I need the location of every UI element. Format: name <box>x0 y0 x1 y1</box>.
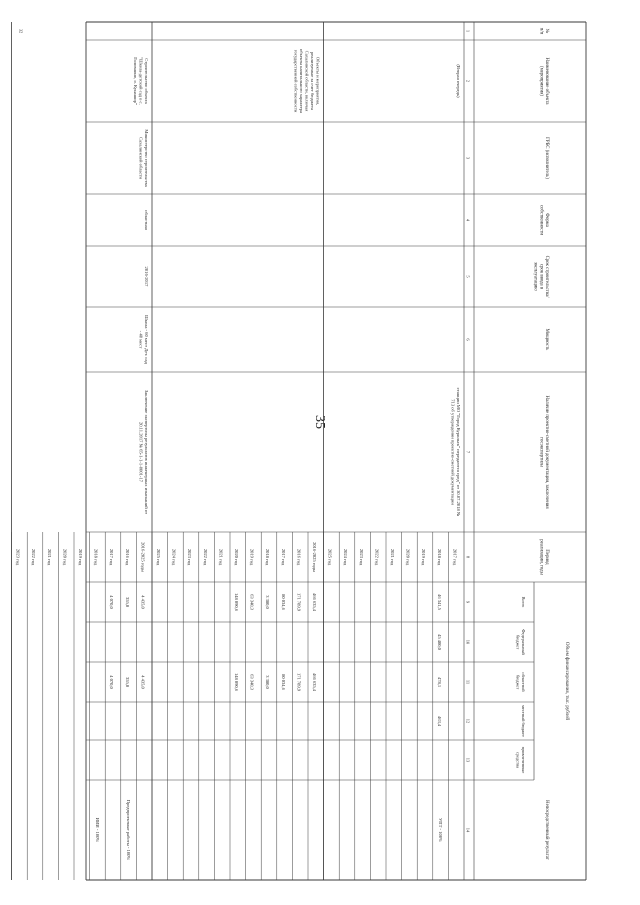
docs-text: 20.11.2017 № 65-1-1-1-0001-17 <box>138 421 144 483</box>
period-year: 2022 год <box>31 548 37 566</box>
object-name: Строительство объекта <box>144 58 149 104</box>
result-text: ИИИ - 100% <box>94 817 100 843</box>
value-total: 46 341,5 <box>436 594 442 610</box>
column-number: 11 <box>465 679 471 685</box>
value-local: 463,4 <box>436 715 442 727</box>
period-year: 2018 год <box>265 548 271 566</box>
page-number: 35 <box>312 415 327 429</box>
value-total: 4 435,0 <box>140 595 146 609</box>
period-year: 2019 год <box>421 548 427 566</box>
result-text: УПТ - 100% <box>438 818 444 842</box>
value-total: 171 789,9 <box>296 593 302 611</box>
object-name: реализуемые за счет бюджета <box>310 52 316 110</box>
column-header: ГРБС (исполнитель) <box>544 137 549 179</box>
period-year: 2016-2025 годы <box>311 542 317 572</box>
period-year: 2016 год <box>124 548 130 566</box>
period-year: 2024 год <box>343 548 349 566</box>
column-header: Срок строительства/ <box>544 255 549 298</box>
column-subheader: Федеральный <box>521 629 526 655</box>
period-year: 2025 год <box>155 548 161 566</box>
column-header: № <box>544 28 549 34</box>
value-total: 355,0 <box>124 596 130 608</box>
capacity-text: - 40 мест <box>138 330 144 349</box>
period-year: 2017 год <box>280 548 286 566</box>
column-header: эксплуатацию <box>532 262 538 291</box>
value-regional: 4 435,0 <box>140 675 146 689</box>
column-number: 9 <box>465 600 471 604</box>
column-header: (мероприятия) <box>538 66 544 96</box>
column-subheader: бюджет <box>515 634 521 650</box>
column-header: госэкспертизы <box>538 437 544 467</box>
column-header: реализации, годы <box>538 539 544 575</box>
value-regional: 63 340,3 <box>249 674 255 690</box>
column-header: Непосредственный результат <box>544 800 549 860</box>
column-number: 10 <box>465 639 471 645</box>
period-year: 2024 год <box>171 548 177 566</box>
docs-text: Заключение экспертизы результатов инженерных изысканий от <box>144 389 149 515</box>
column-header-funding: Объем финансирования, тыс. рублей <box>564 641 569 721</box>
period-year: 2025 год <box>327 548 333 566</box>
period-year: 2021 год <box>46 548 52 566</box>
column-number: 8 <box>465 555 471 559</box>
column-number: 13 <box>465 757 471 763</box>
column-header: Период <box>544 549 549 565</box>
period-year: 2021 год <box>218 548 224 566</box>
object-name: Объекты и мероприятия, <box>315 56 321 106</box>
docs-text: 713 об утверждении проектно-сметной документации <box>450 399 456 505</box>
column-header: Наличие проектно-сметной документации, заключения <box>544 395 549 509</box>
docs-text: станции МО "Город Курильск" передаются сред" от 30.07.2018 № <box>456 387 461 517</box>
value-total: 3 380,0 <box>265 595 271 609</box>
term-text: 2016-2017 <box>144 266 149 287</box>
value-regional: 148 090,6 <box>233 673 239 691</box>
value-regional: 3 380,0 <box>265 675 271 689</box>
object-name: объекты капитального характера <box>299 48 305 114</box>
column-number: 14 <box>465 827 471 833</box>
column-header: п/п <box>538 27 544 35</box>
financing-table <box>12 22 586 880</box>
column-number: 6 <box>465 338 471 341</box>
object-name: "Школа-детский сад в с. <box>138 57 144 105</box>
value-regional: 4 070,0 <box>109 675 115 689</box>
value-regional: 171 789,9 <box>296 673 302 691</box>
value-regional: 355,0 <box>124 676 130 688</box>
period-year: 2020 год <box>405 548 411 566</box>
value-total: 80 034,6 <box>280 594 286 610</box>
capacity-text: Школа - 60 мест Дет. сад <box>144 315 149 364</box>
column-subheader: местный бюджет <box>521 705 526 737</box>
period-year: 2016-2025 годы <box>140 542 146 572</box>
period-year: 2023 год <box>358 548 364 566</box>
column-subheader: областной <box>521 672 526 692</box>
column-header: срок ввода в <box>538 263 544 290</box>
grbs-text: Министерство строительства <box>144 129 149 187</box>
period-year: 2020 год <box>62 548 68 566</box>
column-subheader: привлеченные <box>521 746 526 774</box>
period-year: 2018 год <box>436 548 442 566</box>
period-year: 2017 год <box>109 548 115 566</box>
period-year: 2022 год <box>202 548 208 566</box>
value-total: 466 635,4 <box>311 593 317 611</box>
value-regional: 466 635,4 <box>311 673 317 691</box>
object-name: (Вторая очередь) <box>456 64 461 98</box>
column-number: 3 <box>465 156 471 160</box>
column-subheader: Всего <box>521 596 526 608</box>
result-text: Предпроектные работы - 100% <box>126 799 132 861</box>
column-number: 2 <box>465 79 471 83</box>
period-year: 2018 год <box>93 548 99 566</box>
value-regional: 80 034,6 <box>280 674 286 690</box>
period-year: 2017 год <box>452 548 458 566</box>
period-year: 2020 год <box>233 548 239 566</box>
object-name: Сахалинской области, включая <box>304 50 310 112</box>
column-number: 4 <box>465 218 471 222</box>
value-federal: 45 400,0 <box>436 634 442 650</box>
column-header: Наименование объекта <box>544 57 549 105</box>
column-number: 7 <box>465 450 471 454</box>
period-year: 2023 год <box>15 548 21 566</box>
column-header: собственности <box>538 204 544 236</box>
column-number: 5 <box>465 275 471 278</box>
grbs-text: Сахалинской области <box>138 137 144 179</box>
ownership-text: областная <box>144 210 149 230</box>
column-subheader: бюджет <box>515 674 521 690</box>
object-name: Головнино, о. Кунашир" <box>132 57 138 105</box>
value-total: 63 340,3 <box>249 594 255 610</box>
column-number: 1 <box>465 29 471 33</box>
period-year: 2022 год <box>374 548 380 566</box>
period-year: 2021 год <box>389 548 395 566</box>
row-number: 32 <box>18 28 24 34</box>
period-year: 2019 год <box>77 548 83 566</box>
object-name: государственной собственности <box>293 49 299 113</box>
column-header: Форма <box>544 213 549 227</box>
period-year: 2019 год <box>249 548 255 566</box>
value-total: 4 070,0 <box>109 595 115 609</box>
period-year: 2016 год <box>296 548 302 566</box>
value-regional: 478,1 <box>436 676 442 688</box>
column-header: Мощность <box>544 328 549 351</box>
column-number: 12 <box>465 718 471 724</box>
column-subheader: средства <box>515 751 521 769</box>
period-year: 2023 год <box>187 548 193 566</box>
value-total: 148 090,6 <box>233 593 239 611</box>
